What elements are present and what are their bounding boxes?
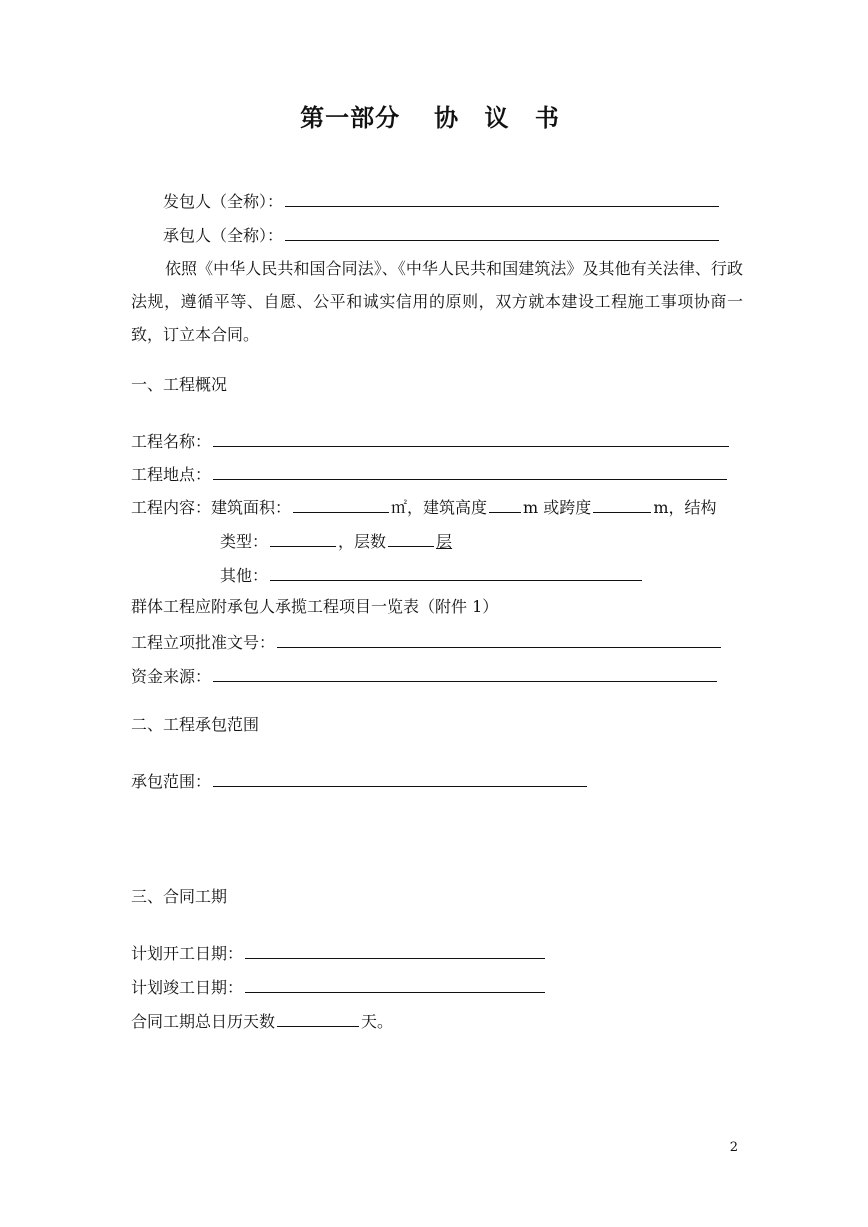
type-label: 类型：	[220, 532, 269, 551]
employer-blank[interactable]	[285, 188, 719, 207]
intro-paragraph: 依照《中华人民共和国合同法》、《中华人民共和国建筑法》及其他有关法律、行政法规，遵循平等、自愿、公平和诚实信用的原则，双方就本建设工程施工事项协商一致，订立本合同。	[131, 259, 743, 344]
scope-row	[131, 768, 589, 793]
span-blank[interactable]	[593, 494, 651, 513]
employer-row	[163, 188, 721, 213]
title-part: 第一部分	[300, 104, 401, 132]
scope-label: 承包范围：	[131, 772, 212, 791]
contractor-label: 承包人（全称）：	[163, 226, 284, 245]
other-row	[220, 562, 644, 587]
project-name-row	[131, 428, 731, 453]
structure-type-row	[220, 528, 452, 553]
page-title	[0, 98, 868, 133]
start-date-blank[interactable]	[245, 940, 545, 959]
project-name-label: 工程名称：	[131, 432, 212, 451]
project-location-label: 工程地点：	[131, 465, 212, 484]
type-blank[interactable]	[270, 528, 336, 547]
finish-date-label: 计划竣工日期：	[131, 978, 244, 997]
funding-label: 资金来源：	[131, 667, 212, 686]
duration-label: 合同工期总日历天数	[131, 1012, 276, 1031]
section3-heading: 三、合同工期	[131, 887, 228, 906]
approval-row	[131, 629, 723, 654]
finish-date-row	[131, 974, 547, 999]
page-number: 2	[729, 1140, 738, 1155]
height-blank[interactable]	[489, 494, 521, 513]
project-content-row	[131, 494, 717, 519]
finish-date-blank[interactable]	[245, 974, 545, 993]
floors-unit: 层	[436, 532, 453, 551]
approval-label: 工程立项批准文号：	[131, 633, 276, 652]
contractor-row	[163, 222, 721, 247]
contractor-blank[interactable]	[285, 222, 719, 241]
start-date-label: 计划开工日期：	[131, 944, 244, 963]
project-location-row	[131, 461, 729, 486]
title-main: 协 议 书	[434, 104, 568, 132]
project-name-blank[interactable]	[213, 428, 729, 447]
other-label: 其他：	[220, 566, 269, 585]
duration-row	[131, 1008, 393, 1033]
floors-label: ，层数	[338, 532, 387, 551]
scope-blank[interactable]	[213, 768, 587, 787]
duration-blank[interactable]	[277, 1008, 359, 1027]
project-location-blank[interactable]	[213, 461, 727, 480]
employer-label: 发包人（全称）：	[163, 192, 284, 211]
start-date-row	[131, 940, 547, 965]
section1-heading: 一、工程概况	[131, 375, 228, 394]
group-note: 群体工程应附承包人承揽工程项目一览表（附件 1）	[131, 597, 499, 616]
duration-unit: 天。	[361, 1012, 394, 1031]
approval-blank[interactable]	[277, 629, 721, 648]
floors-blank[interactable]	[388, 528, 434, 547]
area-blank[interactable]	[293, 494, 389, 513]
area-label: 建筑面积：	[211, 498, 292, 517]
funding-row	[131, 663, 719, 688]
area-unit: ㎡，建筑高度	[391, 498, 488, 517]
funding-blank[interactable]	[213, 663, 717, 682]
other-blank[interactable]	[270, 562, 642, 581]
span-unit: m，结构	[653, 498, 717, 517]
project-content-label: 工程内容：	[131, 498, 212, 517]
height-unit: m 或跨度	[523, 498, 592, 517]
section2-heading: 二、工程承包范围	[131, 715, 260, 734]
